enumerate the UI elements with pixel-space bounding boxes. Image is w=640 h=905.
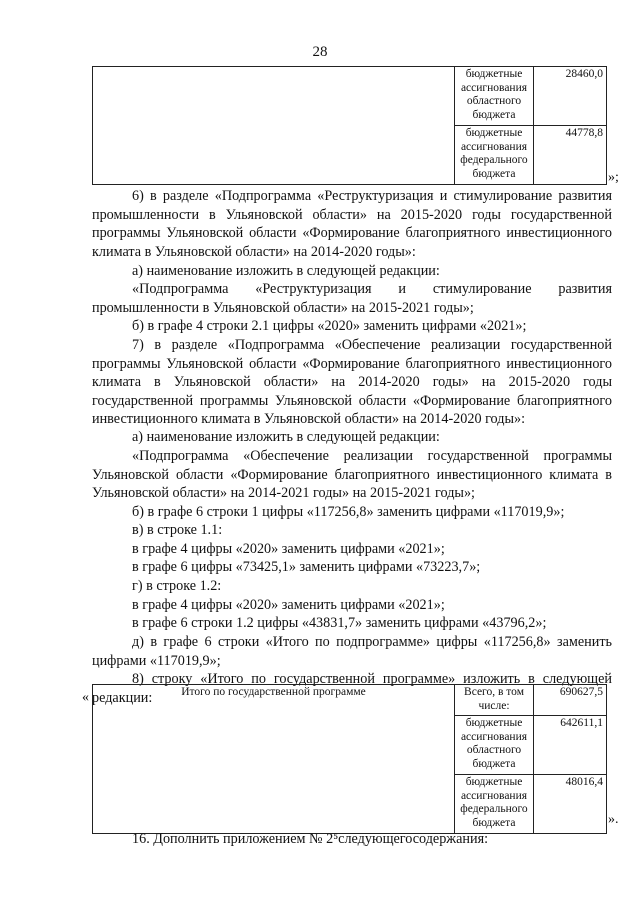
table-row <box>93 67 607 126</box>
table-title-cell: Итого по государственной программе <box>93 685 455 834</box>
table-cell-label: бюджетные ассигнования областного бюджета <box>455 716 534 775</box>
paragraph-7: 7) в разделе «Подпрограмма «Обеспечение реализации государственной программы Ульяновской области «Формирование благоприятного инвестиционного климата в Ульяновской области» на 2014-2020 годы» на 2015-2020 годы государственной программы Ульяновской области «Формирование благоприятного инвестиционного климата в Ульяновской области» на 2014-2020 годы»: <box>92 337 612 428</box>
table-cell-label: бюджетные ассигнования областного бюджета <box>455 67 534 126</box>
table-cell-value: 48016,4 <box>534 775 607 834</box>
paragraph-7v: в) в строке 1.1: <box>132 522 223 538</box>
table-cell-value: 642611,1 <box>534 716 607 775</box>
final-line: 16. Дополнить приложением № 2⁵следующегосодержания: <box>132 831 489 847</box>
paragraph-7g2: в графе 6 строки 1.2 цифры «43831,7» заменить цифрами «43796,2»; <box>132 615 547 631</box>
table-cell-label: бюджетные ассигнования федерального бюджета <box>455 775 534 834</box>
table-cell-value: 690627,5 <box>534 685 607 716</box>
page-number: 28 <box>312 44 328 60</box>
paragraph-7d: д) в графе 6 строки «Итого по подпрограмме» цифры «117256,8» заменить цифрами «117019,9»; <box>92 634 612 669</box>
quote-closer: ». <box>608 812 619 827</box>
table-cell-value: 44778,8 <box>534 126 607 185</box>
paragraph-7g1: в графе 4 цифры «2020» заменить цифрами «2021»; <box>132 597 445 613</box>
empty-cell <box>93 67 455 185</box>
paragraph-6b: б) в графе 4 строки 2.1 цифры «2020» заменить цифрами «2021»; <box>132 318 527 334</box>
table-cell-label: Всего, в том числе: <box>455 685 534 716</box>
paragraph-7v1: в графе 4 цифры «2020» заменить цифрами «2021»; <box>132 541 445 557</box>
table-row <box>93 685 607 716</box>
paragraph-7a: а) наименование изложить в следующей редакции: <box>132 429 440 445</box>
quote-opener: « <box>82 690 89 705</box>
quote-closer: »; <box>608 170 619 185</box>
paragraph-7v2: в графе 6 цифры «73425,1» заменить цифрами «73223,7»; <box>132 559 481 575</box>
paragraph-7g: г) в строке 1.2: <box>132 578 222 594</box>
bottom-table <box>92 684 607 834</box>
paragraph-8: 8) строку «Итого по государственной программе» изложить в следующей редакции: <box>92 671 612 706</box>
paragraph-6a-text: «Подпрограмма «Реструктуризация и стимулирование развития промышленности в Ульяновской области» на 2015-2021 годы»; <box>92 281 612 316</box>
paragraph-7a-text: «Подпрограмма «Обеспечение реализации государственной программы Ульяновской области «Формирование благоприятного инвестиционного климата в Ульяновской области» на 2014-2021 годы» на 2015-2021 годы»; <box>92 448 612 502</box>
table-cell-label: бюджетные ассигнования федерального бюджета <box>455 126 534 185</box>
paragraph-6: 6) в разделе «Подпрограмма «Реструктуризация и стимулирование развития промышленности в Ульяновской области» на 2015-2020 годы государственной программы Ульяновской области «Формирование благоприятного инвестиционного климата в Ульяновской области» на 2014-2020 годы»: <box>92 188 612 260</box>
top-table <box>92 66 607 185</box>
paragraph-7b: б) в графе 6 строки 1 цифры «117256,8» заменить цифрами «117019,9»; <box>132 504 565 520</box>
paragraph-6a: а) наименование изложить в следующей редакции: <box>132 263 440 279</box>
table-cell-value: 28460,0 <box>534 67 607 126</box>
